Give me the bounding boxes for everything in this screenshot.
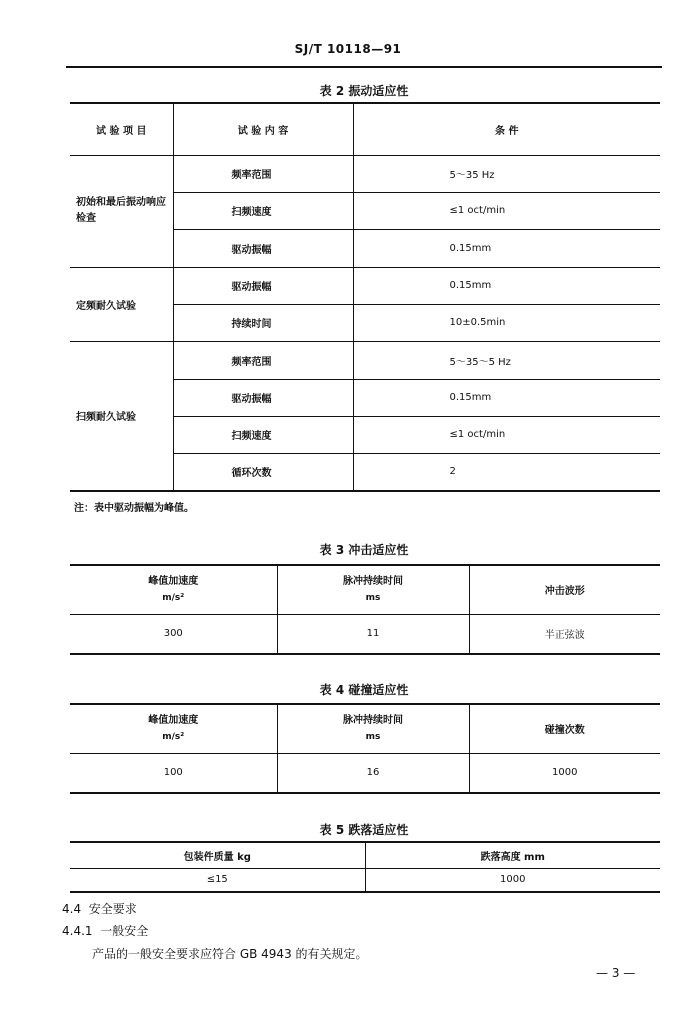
table4 xyxy=(70,703,660,794)
table5-cell: ≤15 xyxy=(206,874,228,886)
table2-condition: 0.15mm xyxy=(353,267,660,304)
page-number: — 3 — xyxy=(596,966,636,980)
table2-header-content: 试 验 内 容 xyxy=(173,103,353,155)
section-number: 4.4 xyxy=(62,902,82,916)
table3-header-cell xyxy=(469,565,660,614)
table4-header-label: 峰值加速度 xyxy=(148,714,199,726)
table2-content: 驱动振幅 xyxy=(173,229,353,267)
table2-content: 驱动振幅 xyxy=(173,267,353,304)
standard-number: SJ/T 10118—91 xyxy=(294,42,402,56)
table4-header-cell xyxy=(70,704,277,753)
table2-content: 循环次数 xyxy=(173,453,353,491)
header-rule xyxy=(66,66,662,68)
table2-caption: 表 2 振动适应性 xyxy=(319,84,409,98)
table2-condition: 0.15mm xyxy=(353,379,660,416)
table4-header-unit: m/s² xyxy=(162,731,185,742)
table3-header-cell xyxy=(70,565,277,614)
table2-item: 初始和最后振动响应检查 xyxy=(70,155,173,267)
table3-header-label: 冲击波形 xyxy=(544,586,585,598)
table2-condition: 2 xyxy=(353,453,660,491)
section-number: 4.4.1 xyxy=(62,924,93,938)
table2-content: 扫频速度 xyxy=(173,192,353,229)
section-title: 一般安全 xyxy=(100,924,149,938)
table2-content: 持续时间 xyxy=(173,304,353,341)
table3-header-unit: m/s² xyxy=(162,592,185,603)
table5-caption: 表 5 跌落适应性 xyxy=(319,823,409,837)
table5-header-cell: 跌落高度 mm xyxy=(365,842,660,868)
table2-item: 扫频耐久试验 xyxy=(70,341,173,491)
table2-item: 定频耐久试验 xyxy=(70,267,173,341)
table2-note: 注：表中驱动振幅为峰值。 xyxy=(74,503,194,514)
table2-header-item: 试 验 项 目 xyxy=(96,125,147,137)
table4-cell: 1000 xyxy=(469,753,660,793)
table2-condition: 0.15mm xyxy=(353,229,660,267)
table3-header-cell xyxy=(277,565,469,614)
subsection-heading xyxy=(62,922,148,939)
table4-header-unit: ms xyxy=(365,731,381,742)
table4-header-label: 碰撞次数 xyxy=(544,725,585,737)
table3-cell: 300 xyxy=(163,628,183,640)
table5 xyxy=(70,841,660,893)
table3-header-label: 峰值加速度 xyxy=(148,575,199,587)
table2-content: 频率范围 xyxy=(173,155,353,192)
table4-header-label: 脉冲持续时间 xyxy=(343,714,403,726)
table4-caption: 表 4 碰撞适应性 xyxy=(319,683,409,697)
table4-header-cell xyxy=(469,704,660,753)
body-paragraph: 产品的一般安全要求应符合 GB 4943 的有关规定。 xyxy=(92,947,368,961)
table2-condition: ≤1 oct/min xyxy=(353,192,660,229)
table2-condition: 10±0.5min xyxy=(353,304,660,341)
table3-cell: 半正弦波 xyxy=(469,614,660,654)
table2-content: 驱动振幅 xyxy=(173,379,353,416)
table3-header-label: 脉冲持续时间 xyxy=(343,575,403,587)
table5-header-cell: 包装件质量 kg xyxy=(183,851,251,863)
table4-cell: 100 xyxy=(163,767,183,779)
table5-cell: 1000 xyxy=(365,868,660,892)
table4-cell: 16 xyxy=(277,753,469,793)
table2 xyxy=(70,102,660,492)
table4-header-cell xyxy=(277,704,469,753)
table2-header-condition: 条 件 xyxy=(353,103,660,155)
table3-cell: 11 xyxy=(277,614,469,654)
table2-content: 频率范围 xyxy=(173,341,353,379)
table3 xyxy=(70,564,660,655)
table2-condition: 5～35～5 Hz xyxy=(353,341,660,379)
table3-caption: 表 3 冲击适应性 xyxy=(319,543,409,557)
table2-condition: ≤1 oct/min xyxy=(353,416,660,453)
section-heading xyxy=(62,900,137,917)
section-title: 安全要求 xyxy=(88,902,137,916)
table2-content: 扫频速度 xyxy=(173,416,353,453)
table3-header-unit: ms xyxy=(365,592,381,603)
table2-condition: 5～35 Hz xyxy=(353,155,660,192)
